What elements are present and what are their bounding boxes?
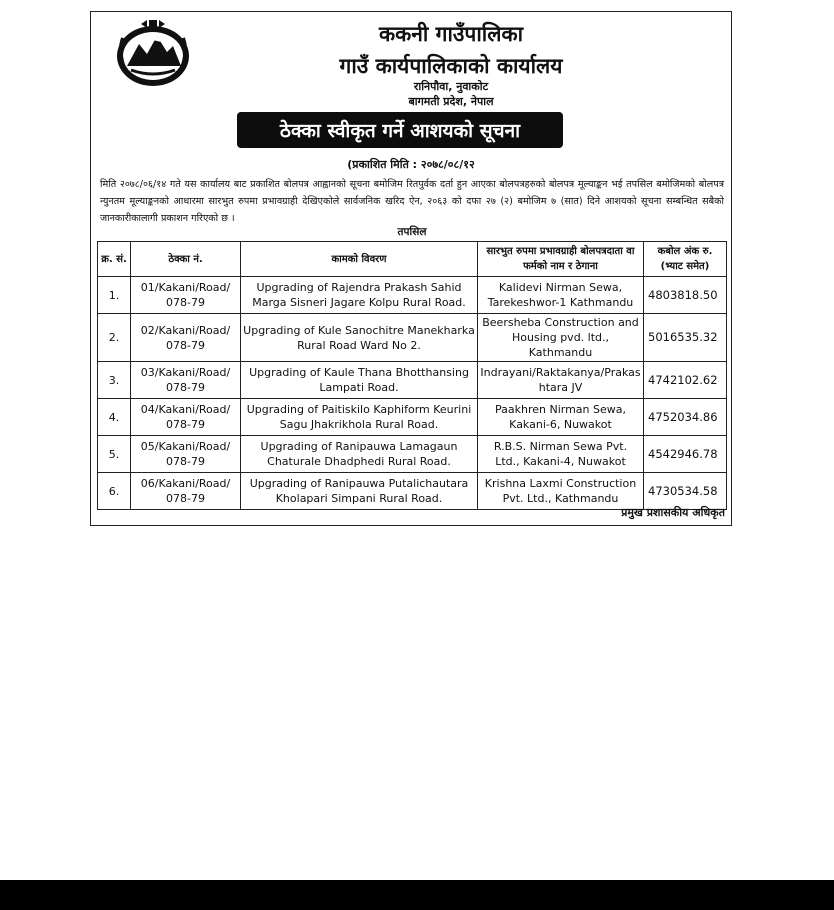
row-sn: 2. <box>98 314 131 362</box>
row-sn: 6. <box>98 473 131 510</box>
notice-title-text: ठेक्का स्वीकृत गर्ने आशयको सूचना <box>279 120 521 142</box>
organization-name: ककनी गाउँपालिका <box>378 22 524 46</box>
header-bidder: सारभुत रुपमा प्रभावग्राही बोलपत्रदाता वा फर्मको नाम र ठेगाना <box>478 242 644 277</box>
table-row <box>98 277 727 314</box>
row-description: Upgrading of Paitiskilo Kaphiform Keurini Sagu Jhakrikhola Rural Road. <box>241 399 478 436</box>
row-amount: 4730534.58 <box>644 473 727 510</box>
header-amount: कबोल अंक रु. (भ्याट समेत) <box>644 242 727 277</box>
address-line-1: रानिपौवा, नुवाकोट <box>413 80 489 93</box>
header-sn: क्र. सं. <box>98 242 131 277</box>
row-sn: 3. <box>98 362 131 399</box>
row-contract-no: 03/Kakani/Road/ 078-79 <box>131 362 241 399</box>
footer-bar <box>0 880 834 910</box>
table-row <box>98 314 727 362</box>
row-description: Upgrading of Rajendra Prakash Sahid Marga Sisneri Jagare Kolpu Rural Road. <box>241 277 478 314</box>
contracts-table <box>97 241 727 510</box>
row-contract-no: 05/Kakani/Road/ 078-79 <box>131 436 241 473</box>
row-description: Upgrading of Kaule Thana Bhotthansing Lampati Road. <box>241 362 478 399</box>
address-line-2: बागमती प्रदेश, नेपाल <box>408 95 494 108</box>
signature: प्रमुख प्रशासकीय अधिकृत <box>621 506 725 519</box>
row-bidder: R.B.S. Nirman Sewa Pvt. Ltd., Kakani-4, Nuwakot <box>478 436 644 473</box>
published-date: (प्रकाशित मिति : २०७८/०८/१२ <box>347 158 475 171</box>
schedule-label: तपसिल <box>397 226 427 238</box>
row-amount: 4742102.62 <box>644 362 727 399</box>
nepal-government-emblem-icon <box>113 18 193 88</box>
table-row <box>98 436 727 473</box>
table-row <box>98 362 727 399</box>
header-contract-no: ठेक्का नं. <box>131 242 241 277</box>
row-contract-no: 01/Kakani/Road/ 078-79 <box>131 277 241 314</box>
row-description: Upgrading of Ranipauwa Lamagaun Chaturale Dhadphedi Rural Road. <box>241 436 478 473</box>
office-name: गाउँ कार्यपालिकाको कार्यालय <box>339 54 563 78</box>
row-contract-no: 02/Kakani/Road/ 078-79 <box>131 314 241 362</box>
table-row <box>98 473 727 510</box>
row-amount: 5016535.32 <box>644 314 727 362</box>
row-description: Upgrading of Kule Sanochitre Manekharka Rural Road Ward No 2. <box>241 314 478 362</box>
row-bidder: Krishna Laxmi Construction Pvt. Ltd., Kathmandu <box>478 473 644 510</box>
row-description: Upgrading of Ranipauwa Putalichautara Kholapari Simpani Rural Road. <box>241 473 478 510</box>
table-row <box>98 399 727 436</box>
row-bidder: Kalidevi Nirman Sewa, Tarekeshwor-1 Kathmandu <box>478 277 644 314</box>
row-contract-no: 06/Kakani/Road/ 078-79 <box>131 473 241 510</box>
notice-title <box>237 112 563 148</box>
row-sn: 1. <box>98 277 131 314</box>
notice-body: मिति २०७८/०६/१४ गते यस कार्यालय बाट प्रकाशित बोलपत्र आह्वानको सूचना बमोजिम रितपुर्वक दर्ता हुन आएका बोलपत्रहरुको बोलपत्र मूल्याङ्कन भई तपसिल बमोजिमको बोलपत्र न्युनतम मूल्याङ्कनको आधारमा सारभुत रुपमा प्रभावग्राही देखिएकोले सार्वजनिक खरिद ऐन, २०६३ को दफा २७ (२) बमोजिम ७ (सात) दिने आशयको सूचना सम्बन्धित सबैको जानकारीकालागी प्रकाशन गरिएको छ । <box>100 179 724 224</box>
row-bidder: Indrayani/Raktakanya/Prakas htara JV <box>478 362 644 399</box>
header-description: कामको विवरण <box>241 242 478 277</box>
row-amount: 4752034.86 <box>644 399 727 436</box>
row-bidder: Beersheba Construction and Housing pvd. ltd., Kathmandu <box>478 314 644 362</box>
row-sn: 4. <box>98 399 131 436</box>
row-bidder: Paakhren Nirman Sewa, Kakani-6, Nuwakot <box>478 399 644 436</box>
row-amount: 4803818.50 <box>644 277 727 314</box>
row-amount: 4542946.78 <box>644 436 727 473</box>
row-sn: 5. <box>98 436 131 473</box>
table-header-row <box>98 242 727 277</box>
row-contract-no: 04/Kakani/Road/ 078-79 <box>131 399 241 436</box>
notice-panel <box>90 11 732 526</box>
